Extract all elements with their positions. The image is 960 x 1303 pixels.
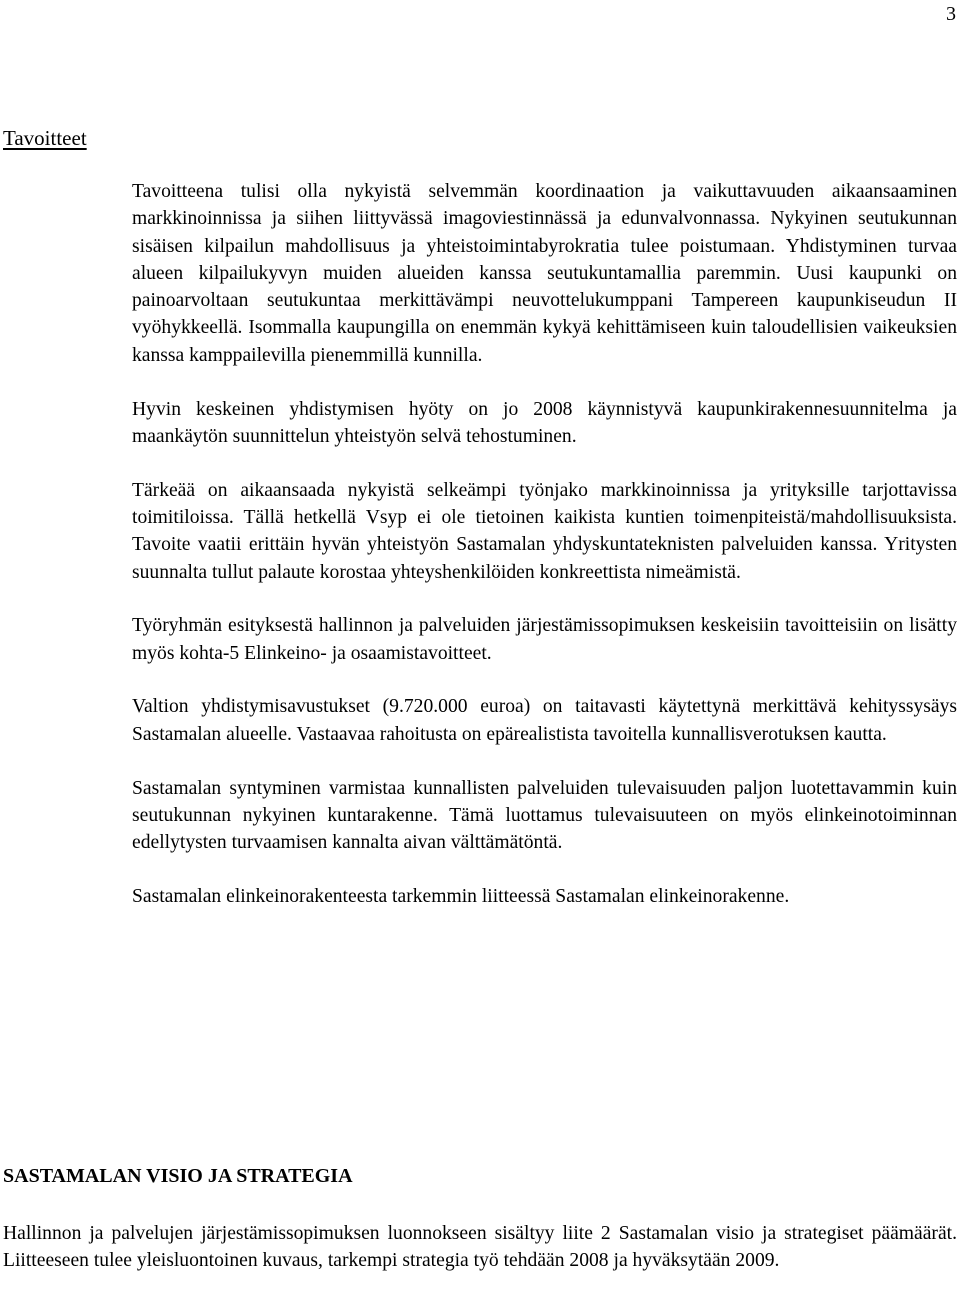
paragraph-appendix-reference: Sastamalan elinkeinorakenteesta tarkemmin liitteessä Sastamalan elinkeinorakenne. [132,885,790,907]
section-heading-visio-strategia: SASTAMALAN VISIO JA STRATEGIA [3,1165,353,1187]
paragraph-gap [132,856,957,883]
section-heading-tavoitteet: Tavoitteet [3,126,87,150]
page-number: 3 [946,3,956,25]
paragraph-city-structure-plan: Hyvin keskeinen yhdistymisen hyöty on jo 2008 käynnistyvä kaupunkirakennesuunnitelma ja maankäytön suunnittelun yhteistyön selvä tehostuminen. [132,398,957,447]
paragraph-visio-strategia: Hallinnon ja palvelujen järjestämissopimuksen luonnokseen sisältyy liite 2 Sastamalan visio ja strategiset päämäärät. Liitteeseen tulee yleisluontoinen kuvaus, tarkempi strategia työ tehdään 2008 ja hyväksytään 2009. [3,1223,957,1272]
paragraph-gap [132,450,957,477]
paragraph-gap [132,369,957,396]
paragraph-gap [132,748,957,775]
paragraph-gap [132,586,957,613]
paragraph-services-future: Sastamalan syntyminen varmistaa kunnallisten palveluiden tulevaisuuden paljon luotettavammin kuin seutukunnan nykyinen kuntarakenne. Tämä luottamus tulevaisuuteen on myös elinkeinotoiminnan edellytysten turvaamisen kannalta aivan välttämätöntä. [132,777,957,854]
paragraph-state-grants: Valtion yhdistymisavustukset (9.720.000 euroa) on taitavasti käytettynä merkittävä kehityssysäys Sastamalan alueelle. Vastaavaa rahoitusta on epärealistista tavoitella kunnallisverotuksen kautta. [132,696,957,745]
paragraph-coordination: Tavoitteena tulisi olla nykyistä selvemmän koordinaation ja vaikuttavuuden aikaansaaminen markkinoinnissa ja siihen liittyvässä imagoviestinnässä ja edunvalvonnassa. Nykyinen seutukunnan sisäisen kilpailun mahdollisuus ja yhteistoimintabyrokratia tulee poistumaan. Yhdistyminen turvaa alueen kilpailukyvyn muiden alueiden kanssa seutukuntamallia paremmin. Uusi kaupunki on painoarvoltaan seutukuntaa merkittävämpi neuvottelukumppani Tampereen kaupunkiseudun II vyöhykkeellä. Isommalla kaupungilla on enemmän kykyä kehittämiseen kuin taloudellisien vaikeuksien kanssa kamppailevilla pienemmillä kunnilla. [132,181,957,366]
tavoitteet-body [132,178,957,910]
paragraph-gap [132,667,957,694]
paragraph-working-group: Työryhmän esityksestä hallinnon ja palveluiden järjestämissopimuksen keskeisiin tavoitteisiin on lisätty myös kohta-5 Elinkeino- ja osaamistavoitteet. [132,615,957,664]
paragraph-division-of-labour: Tärkeää on aikaansaada nykyistä selkeämpi työnjako markkinoinnissa ja yrityksille tarjottavissa toimitiloissa. Tällä hetkellä Vsyp ei ole tietoinen kaikista kuntien toimenpiteistä/mahdollisuuksista. Tavoite vaatii erittäin hyvän yhteistyön Sastamalan yhdyskuntateknisten palveluiden kanssa. Yritysten suunnalta tullut palaute korostaa yhteyshenkilöiden konkreettista nimeämistä. [132,479,957,583]
